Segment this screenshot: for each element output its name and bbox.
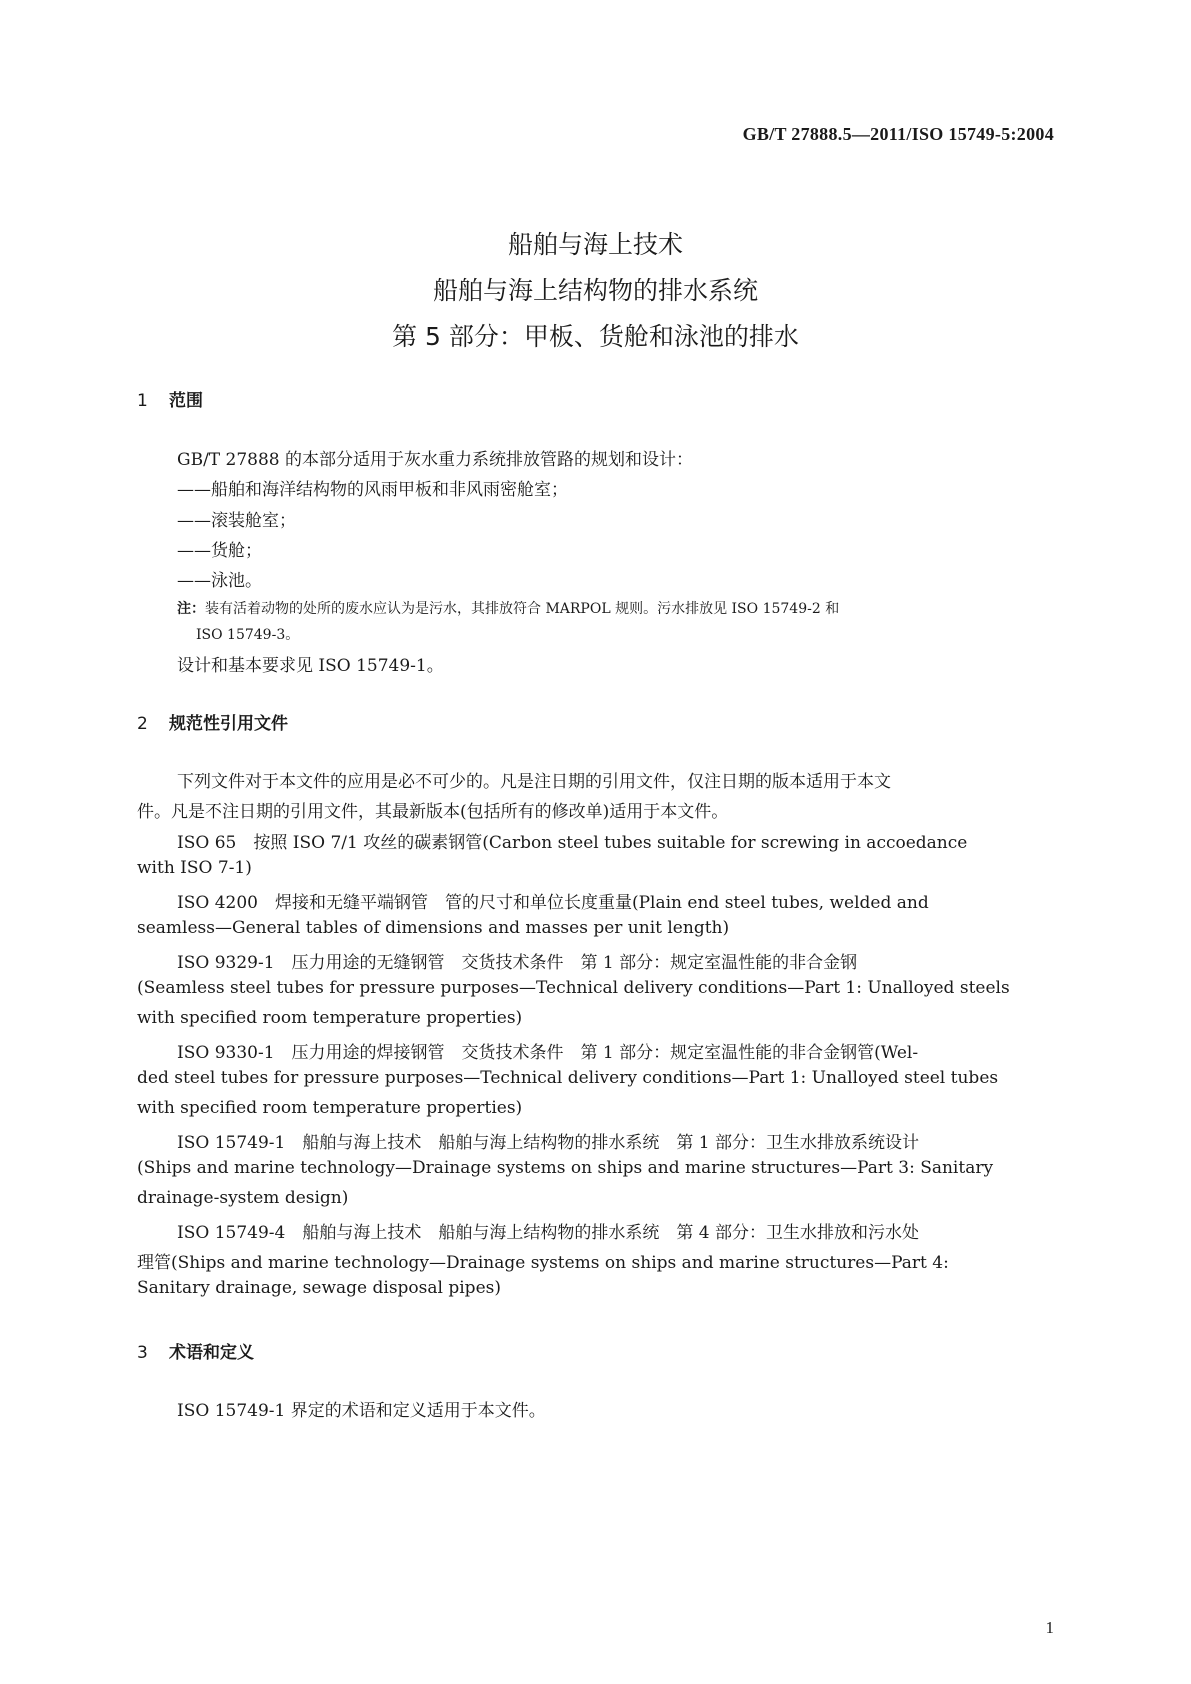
reference-entry: ISO 15749-1 船舶与海上技术 船舶与海上结构物的排水系统 第 1 部分：卫生水排放系统设计 <box>177 1133 919 1153</box>
document-title <box>0 222 1191 360</box>
title-line-2: 船舶与海上结构物的排水系统 <box>432 276 758 305</box>
reference-entry-continuation: seamless—General tables of dimensions and masses per unit length) <box>137 918 730 938</box>
reference-entry-continuation: with specified room temperature properties) <box>137 1098 523 1118</box>
reference-entry: ISO 15749-4 船舶与海上技术 船舶与海上结构物的排水系统 第 4 部分：卫生水排放和污水处 <box>177 1223 919 1243</box>
refs-intro-line-1: 下列文件对于本文件的应用是必不可少的。凡是注日期的引用文件，仅注日期的版本适用于本文 <box>177 772 891 792</box>
reference-entry-continuation: drainage-system design) <box>137 1188 349 1208</box>
section-number: 1 <box>137 391 148 411</box>
scope-note <box>177 598 839 618</box>
section-3-heading <box>137 1338 254 1363</box>
title-line-3: 第 5 部分：甲板、货舱和泳池的排水 <box>392 322 799 351</box>
reference-entry: ISO 9329-1 压力用途的无缝钢管 交货技术条件 第 1 部分：规定室温性能的非合金钢 <box>177 953 858 973</box>
reference-entry-continuation: with specified room temperature properties) <box>137 1008 523 1028</box>
terms-text: ISO 15749-1 界定的术语和定义适用于本文件。 <box>177 1401 546 1421</box>
scope-item: ——货舱； <box>177 541 262 561</box>
scope-intro: GB/T 27888 的本部分适用于灰水重力系统排放管路的规划和设计： <box>177 450 694 470</box>
reference-entry-continuation: (Seamless steel tubes for pressure purposes—Technical delivery conditions—Part 1: Unalloyed steels <box>137 978 1010 998</box>
section-title: 范围 <box>169 391 203 411</box>
reference-entry-continuation: with ISO 7-1) <box>137 858 252 878</box>
reference-entry-continuation: Sanitary drainage, sewage disposal pipes) <box>137 1278 501 1298</box>
note-text: 装有活着动物的处所的废水应认为是污水，其排放符合 MARPOL 规则。污水排放见 ISO 15749-2 和 <box>205 601 840 617</box>
reference-entry: ISO 65 按照 ISO 7/1 攻丝的碳素钢管(Carbon steel tubes suitable for screwing in accoedance <box>177 833 968 853</box>
scope-closing: 设计和基本要求见 ISO 15749-1。 <box>177 656 444 676</box>
refs-intro-line-2: 件。凡是不注日期的引用文件，其最新版本(包括所有的修改单)适用于本文件。 <box>137 802 729 822</box>
section-number: 3 <box>137 1343 148 1363</box>
reference-entry-continuation: 理管(Ships and marine technology—Drainage systems on ships and marine structures—Part 4: <box>137 1253 949 1273</box>
reference-entry-continuation: ded steel tubes for pressure purposes—Technical delivery conditions—Part 1: Unalloyed steel tubes <box>137 1068 999 1088</box>
standard-number: GB/T 27888.5—2011/ISO 15749-5:2004 <box>742 124 1054 144</box>
section-1-heading <box>137 386 203 411</box>
section-2-heading <box>137 709 288 734</box>
section-title: 术语和定义 <box>169 1343 254 1363</box>
title-line-1: 船舶与海上技术 <box>507 230 683 259</box>
section-title: 规范性引用文件 <box>169 714 288 734</box>
scope-item: ——船舶和海洋结构物的风雨甲板和非风雨密舱室； <box>177 480 568 500</box>
scope-item: ——泳池。 <box>177 571 262 591</box>
reference-entry: ISO 4200 焊接和无缝平端钢管 管的尺寸和单位长度重量(Plain end steel tubes, welded and <box>177 893 929 913</box>
page-number: 1 <box>1045 1618 1054 1637</box>
section-number: 2 <box>137 714 148 734</box>
reference-entry: ISO 9330-1 压力用途的焊接钢管 交货技术条件 第 1 部分：规定室温性能的非合金钢管(Wel- <box>177 1043 919 1063</box>
scope-item: ——滚装舱室； <box>177 511 296 531</box>
reference-entry-continuation: (Ships and marine technology—Drainage systems on ships and marine structures—Part 3: Sanitary <box>137 1158 994 1178</box>
note-continuation: ISO 15749-3。 <box>196 627 300 643</box>
note-label: 注： <box>177 601 205 617</box>
